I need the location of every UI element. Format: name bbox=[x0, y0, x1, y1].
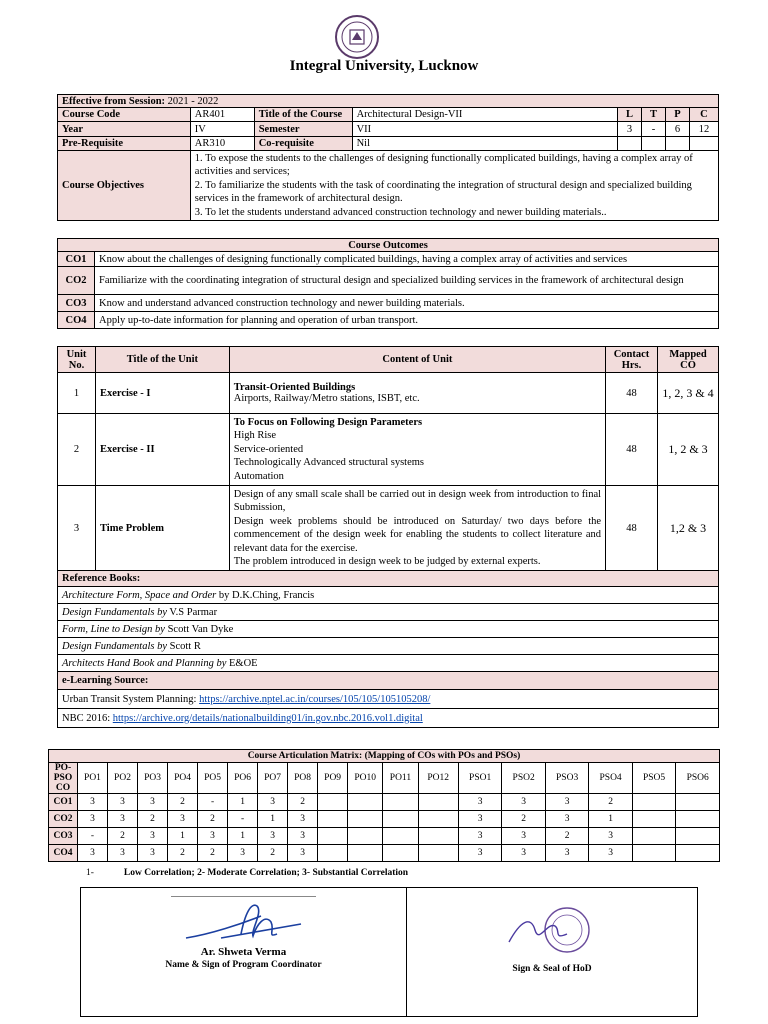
hod-role: Sign & Seal of HoD bbox=[512, 964, 592, 974]
matrix-cell: 2 bbox=[288, 794, 318, 811]
matrix-col-header: PO4 bbox=[168, 763, 198, 794]
matrix-cell: 3 bbox=[228, 845, 258, 862]
matrix-cell: - bbox=[228, 811, 258, 828]
matrix-cell: 3 bbox=[138, 794, 168, 811]
matrix-corner: PO-PSO CO bbox=[49, 763, 78, 794]
matrix-cell: 3 bbox=[458, 811, 501, 828]
matrix-cell bbox=[348, 845, 383, 862]
references-heading: Reference Books: bbox=[58, 571, 719, 587]
matrix-cell bbox=[383, 794, 418, 811]
outcomes-heading: Course Outcomes bbox=[58, 239, 719, 252]
matrix-cell bbox=[318, 845, 348, 862]
matrix-col-header: PSO2 bbox=[502, 763, 545, 794]
unit-content: To Focus on Following Design Parameters High Rise Service-oriented Technologically Advanced structural systems Automation bbox=[229, 414, 605, 486]
reference-item: Design Fundamentals by Scott R bbox=[58, 638, 719, 655]
matrix-col-header: PO6 bbox=[228, 763, 258, 794]
matrix-heading: Course Articulation Matrix: (Mapping of COs with POs and PSOs) bbox=[49, 750, 720, 763]
matrix-cell bbox=[676, 828, 720, 845]
matrix-cell: 3 bbox=[258, 794, 288, 811]
course-outcomes-table: Course Outcomes CO1 Know about the challenges of designing functionally complicated buildings, having a complex array of activities and services CO2 Familiarize with the coordinating integration of structural design and specialized building services in the framework of architectural design CO3 Know and understand advanced construction technology and newer building materials. CO4 Apply up-to-date information for planning and operation of urban transport. bbox=[57, 238, 719, 329]
matrix-cell bbox=[318, 828, 348, 845]
course-title: Architectural Design-VII bbox=[352, 108, 617, 122]
matrix-col-header: PO2 bbox=[108, 763, 138, 794]
course-code-label: Course Code bbox=[58, 108, 191, 122]
matrix-cell: 3 bbox=[589, 845, 632, 862]
matrix-cell bbox=[676, 845, 720, 862]
prereq-label: Pre-Requisite bbox=[58, 137, 191, 151]
matrix-cell: 1 bbox=[228, 794, 258, 811]
matrix-cell bbox=[383, 811, 418, 828]
matrix-cell: 3 bbox=[502, 828, 545, 845]
matrix-cell bbox=[318, 811, 348, 828]
matrix-cell: 3 bbox=[168, 811, 198, 828]
elearning-link[interactable]: https://archive.nptel.ac.in/courses/105/105/105105208/ bbox=[199, 693, 431, 705]
matrix-cell: 2 bbox=[138, 811, 168, 828]
year-label: Year bbox=[58, 122, 191, 137]
matrix-cell: 3 bbox=[108, 794, 138, 811]
matrix-cell bbox=[632, 811, 675, 828]
course-info-table: Effective from Session: 2021 - 2022 Course Code AR401 Title of the Course Architectural Design-VII L T P C Year IV Semester VII 3 - 6 12 Pre-Requisite AR310 Co-requisite Nil Course Objectives 1. To expose the students to the challenges of designing functionally complicated buildings, having a complex array of activities and services; 2. To familiarize the students with the task of coordinating the integration of structural design and specialized building services in the framework of architectural design. 3. To let the students understand advanced construction technology and newer building materials.. bbox=[57, 94, 719, 221]
matrix-cell bbox=[418, 794, 458, 811]
matrix-cell: - bbox=[77, 828, 107, 845]
matrix-cell: 3 bbox=[589, 828, 632, 845]
matrix-cell: 3 bbox=[108, 811, 138, 828]
semester-label: Semester bbox=[254, 122, 352, 137]
unit-content: Design of any small scale shall be carried out in design week from introduction to final Submission, Design week problems should be introduced on Saturday/ two days before the commencement of the design week for enabling the students to collect literature and relevant data for the exercise. The problem introduced in design week to be judged by external experts. bbox=[229, 486, 605, 571]
matrix-col-header: PSO5 bbox=[632, 763, 675, 794]
semester: VII bbox=[352, 122, 617, 137]
coreq-label: Co-requisite bbox=[254, 137, 352, 151]
matrix-cell: 3 bbox=[288, 828, 318, 845]
matrix-col-header: PSO6 bbox=[676, 763, 720, 794]
matrix-cell: 2 bbox=[502, 811, 545, 828]
reference-item: Architects Hand Book and Planning by E&OE bbox=[58, 655, 719, 672]
matrix-col-header: PO1 bbox=[77, 763, 107, 794]
matrix-col-header: PO9 bbox=[318, 763, 348, 794]
matrix-cell bbox=[383, 845, 418, 862]
outcome-text: Know and understand advanced construction technology and newer building materials. bbox=[95, 295, 719, 312]
matrix-col-header: PO11 bbox=[383, 763, 418, 794]
coordinator-signature-icon bbox=[181, 894, 311, 946]
matrix-cell bbox=[348, 794, 383, 811]
course-title-label: Title of the Course bbox=[254, 108, 352, 122]
elearning-link[interactable]: https://archive.org/details/nationalbuilding01/in.gov.nbc.2016.vol1.digital bbox=[112, 712, 423, 724]
coordinator-role: Name & Sign of Program Coordinator bbox=[165, 960, 322, 970]
coordinator-name: Ar. Shweta Verma bbox=[200, 946, 287, 958]
coreq: Nil bbox=[352, 137, 617, 151]
signature-block bbox=[80, 887, 698, 1017]
matrix-row-co: CO4 bbox=[49, 845, 78, 862]
matrix-cell: 3 bbox=[108, 845, 138, 862]
matrix-col-header: PO5 bbox=[198, 763, 228, 794]
matrix-cell: 2 bbox=[545, 828, 588, 845]
matrix-cell: 2 bbox=[198, 845, 228, 862]
matrix-cell: 3 bbox=[77, 811, 107, 828]
matrix-cell: 3 bbox=[77, 794, 107, 811]
matrix-cell: 3 bbox=[77, 845, 107, 862]
units-table: Unit No. Title of the Unit Content of Unit Contact Hrs. Mapped CO 1 Exercise - I Transit-Oriented Buildings Airports, Railway/Metro stations, ISBT, etc. 48 1, 2, 3 & 4 2 Exercise - II To Focus on Following Design Parameters High Rise Service-oriented Technologically Advanced structural systems Automation 48 1, 2 & 3 3 Time Problem Design of any small scale shall be carried out in design week from introduction to final Submission, Design week problems should be introduced on Saturday/ two days before the commencement of the design week for enabling the students to collect literature and relevant data for the exercise. The problem introduced in design week to be judged by external experts. 48 1,2 & 3 Reference Books: Architecture Form, Space and Order by D.K.Ching, Francis Design Fundamentals by V.S Parmar Form, Line to Design by Scott Van Dyke Design Fundamentals by Scott R Architects Hand Book and Planning by E&OE e-Learning Source: Urban Transit System Planning: https://archive.nptel.ac.in/courses/105/105/105105208/ NBC 2016: https://archive.org/details/nationalbuilding01/in.gov.nbc.2016.vol1.digital bbox=[57, 346, 719, 728]
matrix-cell bbox=[676, 811, 720, 828]
hod-seal-icon bbox=[501, 900, 601, 960]
unit-title: Exercise - II bbox=[95, 414, 229, 486]
course-objectives: 1. To expose the students to the challenges of designing functionally complicated buildings, having a complex array of activities and services; 2. To familiarize the students with the task of coordinating the integration of structural design and specialized building services in the framework of architectural design. 3. To let the students understand advanced construction technology and newer building materials.. bbox=[190, 151, 718, 221]
matrix-cell: 3 bbox=[198, 828, 228, 845]
reference-item: Design Fundamentals by V.S Parmar bbox=[58, 604, 719, 621]
session-row: Effective from Session: 2021 - 2022 bbox=[58, 95, 719, 108]
matrix-cell bbox=[676, 794, 720, 811]
matrix-cell bbox=[318, 794, 348, 811]
matrix-cell: 1 bbox=[258, 811, 288, 828]
matrix-col-header: PSO4 bbox=[589, 763, 632, 794]
objectives-label: Course Objectives bbox=[58, 151, 191, 221]
matrix-cell bbox=[632, 828, 675, 845]
matrix-cell: 3 bbox=[545, 811, 588, 828]
matrix-cell bbox=[348, 828, 383, 845]
unit-title: Time Problem bbox=[95, 486, 229, 571]
matrix-row-co: CO3 bbox=[49, 828, 78, 845]
matrix-cell: 3 bbox=[502, 794, 545, 811]
matrix-cell: 2 bbox=[168, 794, 198, 811]
matrix-row bbox=[49, 811, 720, 828]
articulation-matrix bbox=[48, 749, 720, 862]
matrix-cell: 2 bbox=[258, 845, 288, 862]
university-name: Integral University, Lucknow bbox=[289, 58, 479, 74]
matrix-cell: 3 bbox=[458, 828, 501, 845]
unit-content: Transit-Oriented Buildings Airports, Railway/Metro stations, ISBT, etc. bbox=[229, 373, 605, 414]
year: IV bbox=[190, 122, 254, 137]
correlation-legend: 1- Low Correlation; 2- Moderate Correlation; 3- Substantial Correlation bbox=[86, 868, 409, 878]
matrix-cell: 3 bbox=[138, 828, 168, 845]
prereq: AR310 bbox=[190, 137, 254, 151]
matrix-cell: 3 bbox=[545, 794, 588, 811]
elearning-heading: e-Learning Source: bbox=[58, 672, 719, 690]
matrix-cell: 1 bbox=[228, 828, 258, 845]
matrix-cell bbox=[418, 845, 458, 862]
matrix-cell bbox=[632, 794, 675, 811]
matrix-cell: 2 bbox=[168, 845, 198, 862]
elearning-item: NBC 2016: https://archive.org/details/nationalbuilding01/in.gov.nbc.2016.vol1.digital bbox=[58, 709, 719, 728]
matrix-cell: 2 bbox=[198, 811, 228, 828]
university-seal-icon bbox=[334, 14, 380, 60]
matrix-col-header: PSO3 bbox=[545, 763, 588, 794]
matrix-col-header: PO10 bbox=[348, 763, 383, 794]
matrix-cell bbox=[348, 811, 383, 828]
matrix-cell: 3 bbox=[502, 845, 545, 862]
matrix-cell bbox=[383, 828, 418, 845]
matrix-cell: 2 bbox=[108, 828, 138, 845]
matrix-row bbox=[49, 794, 720, 811]
matrix-row-co: CO1 bbox=[49, 794, 78, 811]
matrix-cell: 3 bbox=[545, 845, 588, 862]
matrix-col-header: PSO1 bbox=[458, 763, 501, 794]
outcome-text: Familiarize with the coordinating integration of structural design and specialized building services in the framework of architectural design bbox=[95, 267, 719, 295]
matrix-cell: 3 bbox=[288, 811, 318, 828]
matrix-col-header: PO8 bbox=[288, 763, 318, 794]
matrix-col-header: PO7 bbox=[258, 763, 288, 794]
outcome-text: Apply up-to-date information for planning and operation of urban transport. bbox=[95, 312, 719, 329]
matrix-cell: 3 bbox=[258, 828, 288, 845]
matrix-col-header: PO3 bbox=[138, 763, 168, 794]
matrix-row-co: CO2 bbox=[49, 811, 78, 828]
outcome-text: Know about the challenges of designing functionally complicated buildings, having a complex array of activities and services bbox=[95, 252, 719, 267]
reference-item: Form, Line to Design by Scott Van Dyke bbox=[58, 621, 719, 638]
matrix-cell: 1 bbox=[589, 811, 632, 828]
course-code: AR401 bbox=[190, 108, 254, 122]
matrix-cell bbox=[418, 811, 458, 828]
matrix-cell: 3 bbox=[138, 845, 168, 862]
matrix-cell: 3 bbox=[458, 794, 501, 811]
matrix-cell: - bbox=[198, 794, 228, 811]
matrix-cell bbox=[418, 828, 458, 845]
reference-item: Architecture Form, Space and Order by D.K.Ching, Francis bbox=[58, 587, 719, 604]
matrix-cell: 1 bbox=[168, 828, 198, 845]
matrix-cell: 3 bbox=[288, 845, 318, 862]
unit-title: Exercise - I bbox=[95, 373, 229, 414]
elearning-item: Urban Transit System Planning: https://archive.nptel.ac.in/courses/105/105/105105208/ bbox=[58, 690, 719, 709]
matrix-cell: 3 bbox=[458, 845, 501, 862]
matrix-row bbox=[49, 828, 720, 845]
matrix-cell bbox=[632, 845, 675, 862]
matrix-row bbox=[49, 845, 720, 862]
matrix-col-header: PO12 bbox=[418, 763, 458, 794]
matrix-cell: 2 bbox=[589, 794, 632, 811]
